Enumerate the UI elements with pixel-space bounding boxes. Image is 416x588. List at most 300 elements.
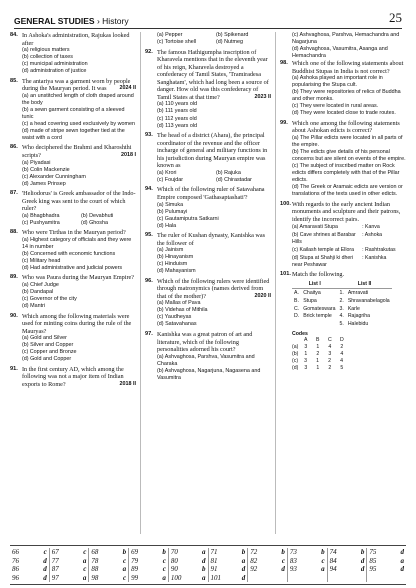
column-3 — [275, 32, 406, 534]
answer-item — [369, 548, 404, 557]
option: (c) Copper and Bronze — [22, 349, 77, 356]
option: (c) Tortoise shell — [157, 39, 197, 46]
answer-letter: b — [321, 548, 325, 556]
options — [10, 160, 136, 188]
options — [280, 75, 406, 117]
column-2 — [140, 32, 271, 534]
answer-item — [131, 574, 166, 583]
answer-letter: a — [82, 556, 87, 565]
answer-number: 72 — [250, 548, 258, 556]
answer-number: 76 — [12, 556, 19, 565]
question-number: 92. — [145, 48, 153, 55]
answer-item — [330, 565, 365, 574]
pair-left: (c) Kailash temple at Ellora — [292, 246, 354, 253]
pair-right: : Kanishka — [362, 254, 387, 261]
match-row — [292, 297, 392, 305]
options — [10, 93, 136, 142]
answer-column — [129, 548, 169, 582]
answer-number: 79 — [131, 556, 139, 565]
pair-left: (b) Cave shrines at Barabar Hills — [292, 232, 356, 245]
exam-year: 2020 II — [254, 292, 271, 299]
codes-head-cell: A — [304, 337, 308, 344]
code-cell: 2 — [340, 344, 344, 351]
question-number: 89. — [10, 274, 18, 281]
option: (c) 112 years old — [157, 115, 197, 122]
answer-item — [52, 565, 87, 574]
answer-item — [211, 565, 246, 574]
question-text: Match the following. — [292, 270, 345, 278]
page-number: 25 — [389, 10, 402, 25]
page-header — [14, 8, 402, 26]
answer-item — [12, 548, 47, 557]
question-text: Kanishka was a great patron of art and literature, which of the following personalities adorned his court? — [157, 331, 253, 354]
answer-letter: d — [400, 548, 405, 556]
option: (c) Governor of the city — [22, 296, 77, 303]
question-text: With regards to the early ancient Indian monuments and sculpture and their patrons, identify the incorrect pairs. — [292, 200, 401, 223]
answer-number: 93 — [289, 565, 297, 574]
option: (b) The edicts give details of his personal concerns but are silent on events of the empire. — [292, 148, 406, 162]
answer-number: 81 — [210, 556, 218, 565]
question-number: 93. — [145, 132, 153, 139]
code-row — [292, 358, 406, 365]
question-text: Which among the following materials were used for minting coins during the rule of the Mauryas? — [22, 312, 132, 335]
answer-item — [290, 565, 325, 574]
option: (d) Ghosha — [81, 219, 108, 226]
answer-item — [171, 574, 206, 583]
question-number: 88. — [10, 229, 18, 236]
codes-head-cell: B — [316, 337, 320, 344]
answer-number: 85 — [369, 556, 377, 565]
match-cell: 3. — [339, 305, 344, 312]
question — [145, 232, 271, 275]
header-rule — [14, 28, 402, 29]
option: (d) Satavahanas — [157, 321, 197, 328]
option: (a) Chief Judge — [22, 282, 59, 289]
answer-letter: c — [83, 565, 87, 574]
code-cell: (b) — [292, 351, 299, 358]
question-text: The antariya was a garment worn by people during the Mauryan period. It was 2024 II — [22, 77, 136, 93]
match-cell: Halebidu — [347, 321, 369, 328]
option: (b) 111 years old — [157, 108, 197, 115]
answer-number: 95 — [369, 565, 377, 574]
code-cell: 1 — [316, 344, 320, 351]
option: (d) Hala — [157, 222, 177, 229]
code-cell: (a) — [292, 344, 299, 351]
code-row — [292, 365, 406, 372]
question — [10, 32, 136, 75]
answer-letter: a — [122, 565, 127, 574]
option: (b) Spikenard — [216, 32, 249, 38]
exam-year: 2024 II — [119, 85, 136, 92]
option: (b) They were repositories of relics of Buddha and other monks. — [292, 89, 401, 103]
answer-letter: d — [241, 573, 246, 582]
option: (c) Military head — [22, 257, 61, 264]
option: (d) 113 years old — [157, 122, 198, 129]
answer-number: 89 — [131, 565, 139, 574]
answer-letter: b — [281, 548, 285, 556]
option: (a) Gold and Silver — [22, 335, 67, 342]
answer-item — [12, 557, 47, 566]
answer-item — [250, 565, 285, 574]
question-header — [10, 78, 136, 93]
option: (b) Silver and Copper — [22, 342, 74, 349]
answer-number: 96 — [12, 573, 19, 582]
option: (c) The subject of inscribed matter on Rock edicts differs completely with that of the Pillar edicts. — [292, 162, 400, 183]
question-text: In Ashoka's administration, Rajukas looked after — [22, 32, 130, 47]
pair-list — [280, 224, 406, 268]
match-row — [292, 289, 392, 297]
match-cell: Brick temple — [303, 313, 332, 320]
question-text: 'Heliodorus' is Greek ambassador of the Indo-Greek king was sent to the court of which ruler? — [22, 190, 136, 213]
option: (b) Colin Mackenzie — [22, 166, 70, 173]
option: (c) Alexander Cunningham — [22, 173, 86, 180]
answer-letter: a — [400, 556, 405, 565]
question-number: 99. — [280, 119, 288, 126]
question-header — [10, 366, 136, 389]
question-number: 90. — [10, 312, 18, 319]
answer-letter: c — [281, 556, 285, 565]
code-cell: (d) — [292, 364, 299, 371]
answer-column — [248, 548, 288, 582]
answer-number: 78 — [91, 556, 99, 565]
answer-letter: a — [202, 573, 206, 582]
match-cell: D. — [294, 313, 300, 320]
question-header — [10, 32, 136, 47]
answer-number: 77 — [51, 556, 59, 565]
question-columns — [10, 32, 406, 534]
question-header — [10, 190, 136, 213]
answer-letter: d — [360, 565, 365, 574]
code-cell: 1 — [304, 351, 308, 358]
answer-letter: a — [241, 556, 246, 565]
answer-item — [290, 557, 325, 566]
option: (d) The Greek or Aramaic edicts are version or translations of the texts used in other edicts. — [292, 184, 403, 198]
question-text: In the first century AD, which among the following was not a major item of Indian exports to Rome? 2018 II — [22, 365, 136, 388]
match-cell — [292, 321, 301, 329]
question-number: 95. — [145, 232, 153, 239]
answer-number: 83 — [289, 556, 297, 565]
option: (a) Simuka — [157, 201, 184, 208]
answer-item — [131, 565, 166, 574]
code-cell: 4 — [328, 344, 332, 351]
answer-number: 82 — [250, 556, 258, 565]
answer-letter: b — [162, 548, 166, 556]
question — [145, 132, 271, 184]
option: (b) Rajuka — [216, 169, 241, 176]
question-header — [10, 274, 136, 282]
match-cell — [301, 321, 337, 329]
question-text: The head of a district (Ahara), the principal coordinator of the revenue and the officer incharge of general and military functions in his jurisdiction during Mauryan empire was known as — [157, 132, 268, 170]
q97-continued-options — [280, 32, 406, 60]
question — [145, 32, 271, 46]
match-cell: 1. — [339, 289, 344, 296]
question-number: 101. — [280, 270, 291, 277]
option: (a) Ashvaghosa, Parshva, Vasumitra and Charaka — [157, 353, 255, 367]
option: (b) collection of taxes — [22, 54, 73, 61]
answer-item — [171, 565, 206, 574]
option: (c) They were located in rural areas. — [292, 103, 379, 110]
option: (a) Pepper — [157, 32, 183, 38]
option: (d) administration of justice — [22, 68, 87, 75]
question — [145, 278, 271, 329]
option: (c) a head covering used exclusively by women — [22, 120, 135, 127]
match-row — [292, 305, 392, 313]
codes-head-cell: D — [340, 337, 344, 344]
subject-title: History — [102, 16, 129, 26]
answer-item — [131, 548, 166, 557]
question-header — [145, 186, 271, 201]
answer-column — [209, 548, 249, 582]
answer-letter: c — [321, 556, 325, 565]
question-header — [10, 229, 136, 237]
answer-number: 69 — [131, 548, 139, 556]
answer-letter: c — [123, 556, 127, 565]
answer-letter: a — [162, 573, 166, 582]
question-header — [145, 331, 271, 354]
question-number: 85. — [10, 77, 18, 84]
question-number: 86. — [10, 144, 18, 151]
options — [10, 47, 136, 75]
answer-number: 88 — [91, 565, 99, 574]
codes-label: Codes — [292, 330, 308, 337]
question-text: Which of the following ruler of Satavahana Empire composed 'Gathasaptashati'? — [157, 186, 265, 201]
option: (b) Concerned with economic functions — [22, 250, 116, 257]
answer-number: 90 — [170, 565, 178, 574]
pair-left: (d) Stupa at Shahji ki dheri near Peshawar — [292, 254, 354, 268]
answer-letter: d — [400, 565, 405, 574]
codes-block — [280, 331, 406, 372]
answer-item — [91, 574, 126, 583]
option: (c) Foujdar — [157, 176, 184, 183]
question-number: 97. — [145, 331, 153, 337]
column-1 — [10, 32, 136, 534]
answer-column — [89, 548, 129, 582]
question-number: 91. — [10, 365, 18, 372]
match-cell: Karle — [347, 305, 360, 312]
question — [10, 274, 136, 310]
match-cell: 2. — [339, 297, 344, 304]
option: (a) Krori — [157, 169, 177, 176]
question — [145, 331, 271, 382]
answer-item — [91, 557, 126, 566]
question-text: The famous Hathigumpha inscription of Kharavela mentions that in the eleventh year of his reign, Kharavela destroyed a confederacy of Tamil States, 'Tramiradesa Sanghatam', which had long been a source of danger. How old was this confederacy of Tamil States at that time? 2023 II — [157, 48, 271, 101]
question-101 — [280, 271, 406, 372]
codes-head-cell: C — [328, 337, 332, 344]
code-row — [292, 351, 406, 358]
option: (d) made of stripe sewn together tied at the waist with a cord — [22, 127, 125, 141]
answer-column — [10, 548, 50, 582]
answer-letter: d — [281, 565, 285, 574]
answer-column — [169, 548, 209, 582]
question — [10, 313, 136, 364]
question-header — [10, 313, 136, 336]
answer-letter: a — [321, 565, 325, 574]
option: (a) Mallas of Pava — [157, 300, 201, 307]
match-cell: Gomateswara — [303, 305, 336, 312]
option: (c) Pushyamitra — [22, 219, 60, 226]
answer-column — [328, 548, 368, 582]
question-header — [145, 49, 271, 102]
code-cell: 4 — [340, 358, 343, 365]
question-header — [145, 278, 271, 301]
question-text: Which of the following rulers were identified through matronymics (names derived from that of the mother)? 2020 II — [157, 277, 271, 300]
code-cell: 2 — [328, 364, 332, 371]
option: (d) Mantri — [22, 303, 46, 310]
option: (b) Dandapal — [22, 289, 54, 296]
question-text: The ruler of Kushan dynasty, Kanishka was the follower of — [157, 232, 266, 247]
option: (a) Bhagbhadra — [22, 212, 60, 219]
answer-number: 92 — [250, 565, 258, 574]
answer-number: 99 — [131, 573, 139, 582]
question-100 — [280, 201, 406, 269]
exam-year: 2023 II — [254, 93, 271, 100]
answer-item — [290, 548, 325, 557]
answer-item — [91, 548, 126, 557]
code-cell: (c) — [292, 358, 299, 365]
option: (b) Ashvaghosa, Nagarjuna, Nagasena and Vasumitra — [157, 367, 261, 381]
answer-number: 87 — [51, 565, 59, 574]
answer-number: 91 — [210, 565, 218, 574]
options — [145, 300, 271, 328]
option: (d) James Prinsep — [22, 180, 66, 187]
option: (d) They were located close to trade routes. — [292, 110, 396, 117]
question-header — [10, 144, 136, 159]
match-cell: A. — [294, 289, 299, 296]
option: (a) Highest category of officials and they were 14 in number — [22, 236, 132, 250]
match-cell: Amravati — [347, 289, 369, 296]
breadcrumb-separator: › — [94, 16, 103, 26]
question-text: Which one of the following statements about Buddhist Stupas in India is not correct? — [292, 60, 404, 75]
answer-letter: a — [82, 573, 87, 582]
question-number: 96. — [145, 277, 153, 284]
answer-number: 101 — [210, 573, 222, 582]
option: (b) Hinayanism — [157, 254, 194, 261]
question-header — [145, 132, 271, 170]
option: (a) Piyadasi — [22, 159, 51, 166]
code-row — [292, 344, 406, 351]
code-cell: 4 — [340, 351, 344, 358]
list-1-header: List I — [292, 280, 337, 288]
match-row — [292, 321, 392, 329]
answer-number: 97 — [51, 573, 59, 582]
option: (c) Hinduism — [157, 261, 188, 268]
code-cell: 3 — [304, 364, 308, 371]
options — [145, 101, 271, 129]
answer-letter: d — [241, 565, 246, 574]
option: (a) The Pillar edicts were located in all parts of the empire. — [292, 134, 403, 148]
codes-header — [292, 337, 406, 344]
answer-number: 94 — [329, 565, 337, 574]
pair-right: : Kanva — [362, 224, 380, 231]
option: (b) Pulumayi — [157, 208, 188, 215]
match-cell: 5. — [339, 321, 344, 328]
answer-item — [171, 557, 206, 566]
answer-number: 80 — [170, 556, 178, 565]
answer-number: 86 — [12, 565, 19, 574]
option: (d) Had administrative and judicial powers — [22, 264, 123, 271]
answer-item — [52, 557, 87, 566]
option: (b) Devabhuti — [81, 212, 114, 219]
option: (a) an unstitched length of cloth draped around the body — [22, 92, 134, 106]
answer-item — [369, 565, 404, 574]
match-row — [292, 313, 392, 321]
option: (b) a sewn garment consisting of a sleeved tunic — [22, 106, 125, 120]
options — [10, 213, 136, 227]
answer-item — [211, 548, 246, 557]
pair-row — [280, 255, 406, 269]
answer-number: 68 — [91, 548, 99, 556]
code-cell: 1 — [316, 358, 319, 365]
answer-letter: c — [162, 565, 166, 574]
question-number: 98. — [280, 60, 288, 67]
pair-right: : Ashoka — [362, 232, 383, 239]
pair-row — [280, 232, 406, 246]
question-number: 84. — [10, 32, 18, 38]
answer-item — [131, 557, 166, 566]
answer-item — [369, 557, 404, 566]
answer-letter: d — [43, 556, 47, 565]
answer-item — [211, 557, 246, 566]
options — [145, 354, 271, 382]
options — [145, 170, 271, 184]
question-98 — [280, 60, 406, 117]
answer-item — [330, 557, 365, 566]
answer-item — [52, 548, 87, 557]
option: (d) Gold and Copper — [22, 356, 72, 363]
match-cell: Stupa — [303, 297, 317, 304]
option: (a) religious matters — [22, 47, 70, 54]
option: (a) 110 years old — [157, 101, 198, 108]
answer-number: 67 — [51, 548, 59, 556]
code-cell: 2 — [328, 358, 331, 365]
exam-year: 2018 I — [121, 151, 136, 158]
code-cell: 2 — [316, 351, 320, 358]
answer-number: 70 — [170, 548, 178, 556]
exam-year: 2018 II — [119, 380, 136, 387]
question-number: 87. — [10, 190, 18, 197]
question-number: 100. — [280, 200, 291, 207]
code-cell: 3 — [304, 358, 307, 365]
option: (c) Yaudheyas — [157, 314, 192, 321]
answer-item — [12, 574, 47, 583]
code-cell: 5 — [340, 364, 344, 371]
pair-row — [280, 247, 406, 254]
code-cell: 3 — [304, 344, 308, 351]
options — [10, 282, 136, 310]
question — [10, 366, 136, 389]
match-table — [292, 280, 392, 328]
question-text: Who deciphered the Brahmi and Kharoshthi scripts? 2018 I — [22, 144, 136, 159]
answer-letter: b — [360, 548, 365, 556]
answer-item — [250, 548, 285, 557]
answer-letter: d — [43, 565, 47, 574]
answer-item — [171, 548, 206, 557]
option: (d) Ashvaghosa, Vasumitra, Asanga and Hemachandra — [292, 46, 388, 60]
options — [145, 32, 271, 46]
option: (d) Nutmeg — [216, 39, 243, 46]
question-text: Which one among the following statements about Ashokan edicts is correct? — [292, 119, 400, 135]
question-text: Who were Tirthas in the Mauryan period? — [22, 229, 126, 237]
answer-column — [367, 548, 406, 582]
answer-letter: c — [162, 556, 166, 565]
question — [10, 144, 136, 187]
answer-item — [52, 574, 87, 583]
answer-letter: c — [43, 548, 47, 556]
answer-letter: c — [123, 573, 127, 582]
answer-letter: b — [122, 548, 127, 556]
answer-item — [250, 557, 285, 566]
question — [10, 78, 136, 142]
